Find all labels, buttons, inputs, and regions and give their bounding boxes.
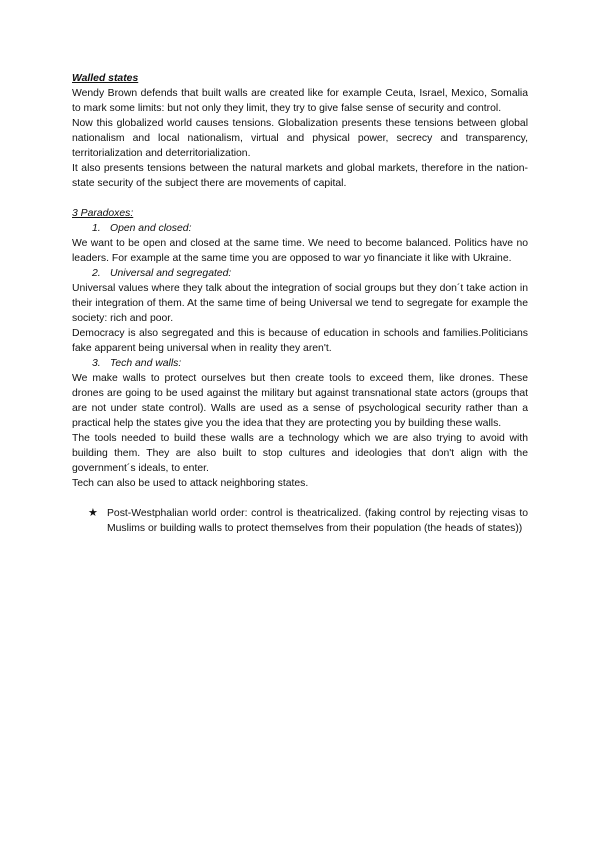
paradox-1-title — [72, 221, 528, 236]
paradox-3-title — [72, 356, 528, 371]
paradox-1-label: Open and closed: — [110, 223, 192, 234]
bullet-list — [72, 506, 528, 536]
paradox-1-paragraph-1: We want to be open and closed at the same time. We need to become balanced. Politics have no leaders. For example at the same time you are opposed to war yo financiate it like with Ukraine. — [72, 238, 528, 264]
bullet-item — [88, 506, 528, 536]
intro-paragraph-3: It also presents tensions between the natural markets and global markets, therefore in the nation-state security of the subject there are movements of capital. — [72, 163, 528, 189]
intro-paragraph-2: Now this globalized world causes tensions. Globalization presents these tensions between global nationalism and local nationalism, virtual and physical power, secrecy and transparency, territorialization and deterritorialization. — [72, 118, 528, 159]
paradox-2-number: 2. — [92, 268, 101, 279]
blank-line — [72, 191, 528, 206]
paradoxes-heading: 3 Paradoxes: — [72, 208, 134, 219]
paradox-2-label: Universal and segregated: — [110, 268, 232, 279]
paradox-3-label: Tech and walls: — [110, 358, 182, 369]
paradox-3-number: 3. — [92, 358, 101, 369]
paradox-3-paragraph-1: We make walls to protect ourselves but then create tools to exceed them, like drones. These drones are going to be used against the military but against transnational state actors (groups that are not under state control). Walls are used as a sense of psychological security rather than a practical help the states give you the idea that they are protecting you by building these walls. — [72, 373, 528, 429]
paradox-2-paragraph-2: Democracy is also segregated and this is because of education in schools and families.Politicians fake apparent being universal when in reality they aren't. — [72, 328, 528, 354]
star-bullet-icon: ★ — [88, 507, 98, 519]
paradox-1-number: 1. — [92, 223, 101, 234]
bullet-text: Post-Westphalian world order: control is theatricalized. (faking control by rejecting visas to Muslims or building walls to protect themselves from their population (the heads of states)) — [107, 508, 528, 534]
section-title: Walled states — [72, 73, 139, 84]
paradox-2-title — [72, 266, 528, 281]
paradox-2-paragraph-1: Universal values where they talk about the integration of social groups but they don´t take action in their integration of them. At the same time of being Universal we tend to segregate for example the society: rich and poor. — [72, 283, 528, 324]
paradox-3-paragraph-3: Tech can also be used to attack neighboring states. — [72, 478, 309, 489]
intro-paragraph-1: Wendy Brown defends that built walls are created like for example Ceuta, Israel, Mexico, Somalia to mark some limits: but not only they limit, they try to give false sense of security and control. — [72, 88, 528, 114]
paradox-3-paragraph-2: The tools needed to build these walls are a technology which we are also trying to avoid with building them. They are also built to stop cultures and ideologies that don't align with the government´s ideals, to enter. — [72, 433, 528, 474]
